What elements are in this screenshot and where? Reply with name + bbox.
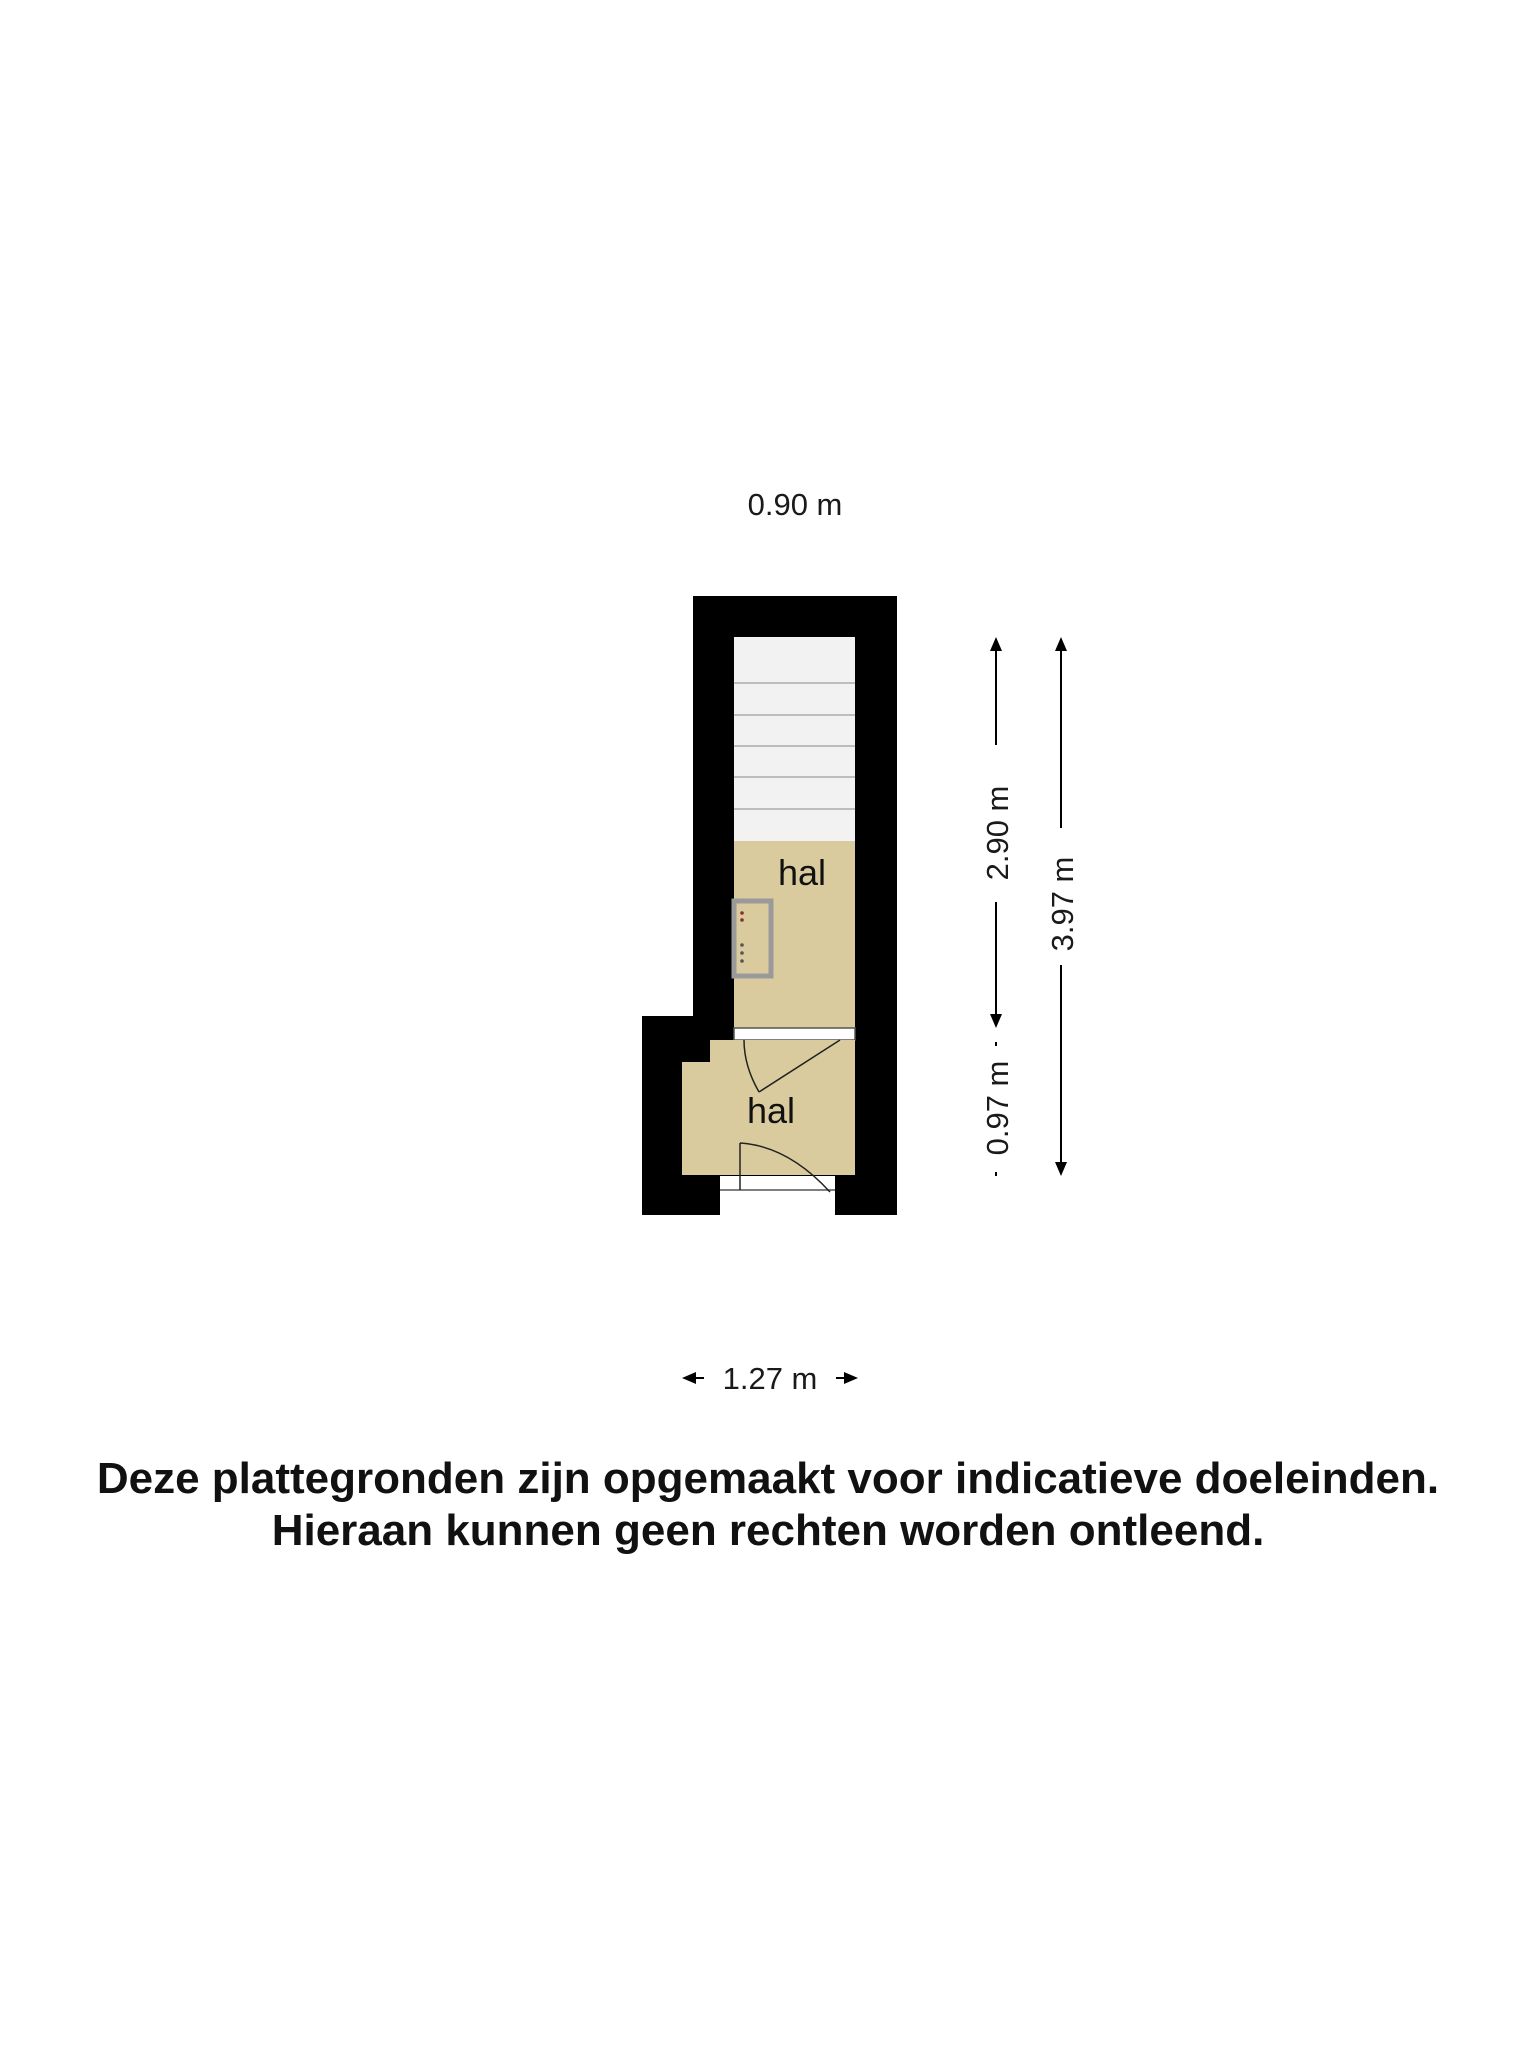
disclaimer-line-1: Deze plattegronden zijn opgemaakt voor indicatieve doeleinden.	[96, 1454, 1440, 1503]
staircase	[734, 637, 855, 841]
dimension-total-height: 3.97 m	[1045, 856, 1080, 952]
dimension-bottom-width: 1.27 m	[722, 1361, 818, 1396]
dimension-lower-height: 0.97 m	[980, 1060, 1015, 1156]
inner-door-opening	[734, 1028, 855, 1040]
room-label-hal-lower: hal	[746, 1090, 796, 1131]
disclaimer-line-2: Hieraan kunnen geen rechten worden ontleend.	[271, 1506, 1265, 1555]
room-label-hal-upper: hal	[777, 852, 827, 893]
dimension-upper-height: 2.90 m	[980, 785, 1015, 881]
dimension-top-width: 0.90 m	[747, 487, 843, 522]
front-door-opening	[720, 1176, 835, 1214]
